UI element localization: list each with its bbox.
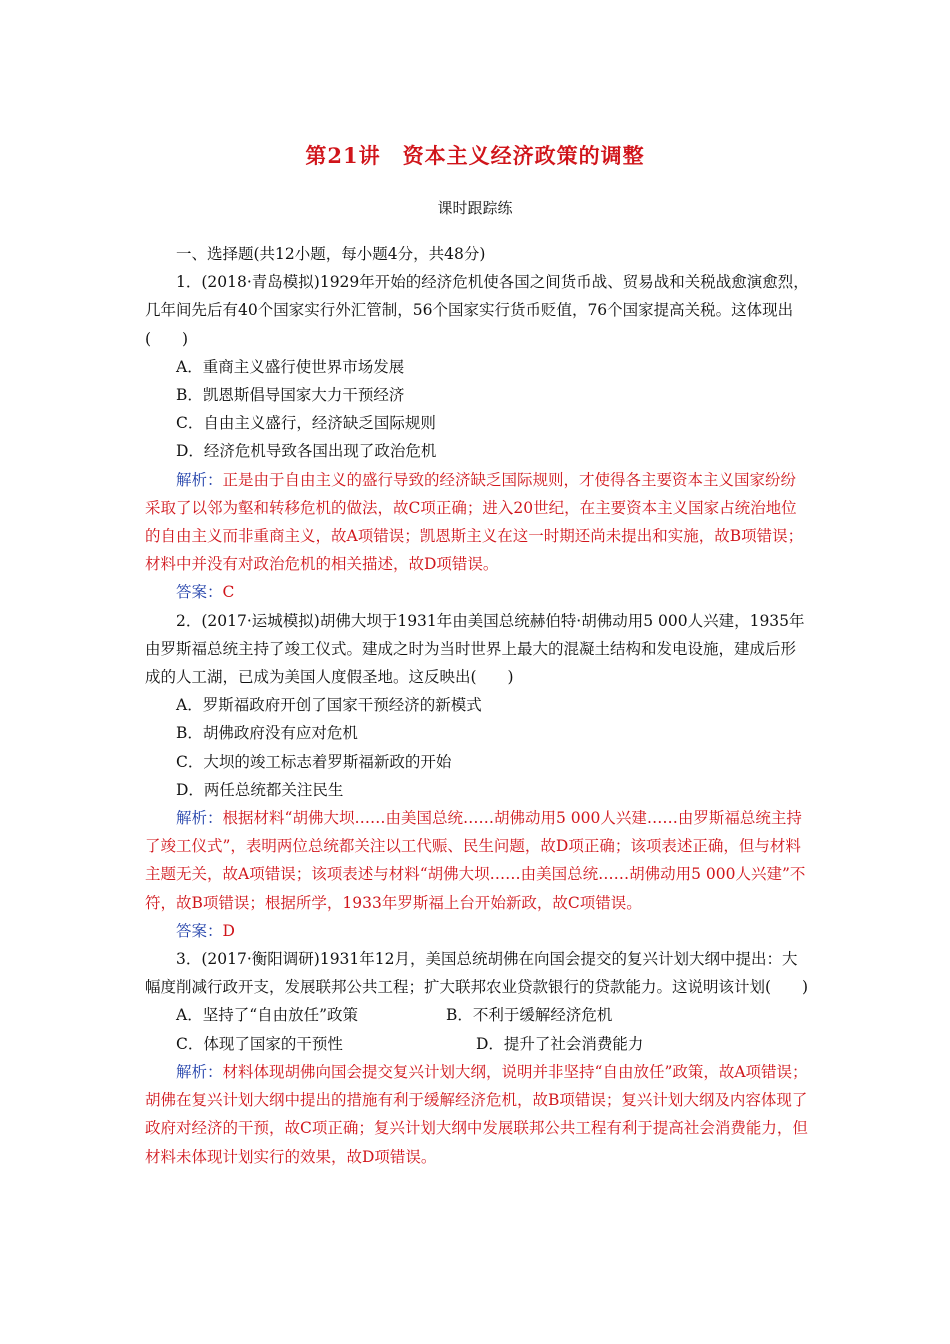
section-heading: 一、选择题(共12小题，每小题4分，共48分) xyxy=(176,245,486,263)
option-c: C．大坝的竣工标志着罗斯福新政的开始 xyxy=(176,752,452,771)
analysis-text: 正是由于自由主义的盛行导致的经济缺乏国际规则，才使得各主要资本主义国家纷纷采取了以邻为壑和转移危机的做法，故C项正确；进入20世纪，在主要资本主义国家占统治地位的自由主义而非重商主义，故A项错误；凯恩斯主义在这一时期还尚未提出和实施，故B项错误；材料中并没有对政治危机的相关描述，故D项错误。 xyxy=(145,470,804,574)
answer xyxy=(145,578,810,606)
option-b: B．不利于缓解经济危机 xyxy=(446,1006,613,1025)
option-a: A．罗斯福政府开创了国家干预经济的新模式 xyxy=(176,696,482,715)
option-row xyxy=(145,1001,810,1029)
option-c: C．自由主义盛行，经济缺乏国际规则 xyxy=(176,414,436,433)
option-a: A．重商主义盛行使世界市场发展 xyxy=(176,357,405,376)
option-b: B．凯恩斯倡导国家大力干预经济 xyxy=(176,386,405,405)
question-stem: 1．(2018·青岛模拟)1929年开始的经济危机使各国之间货币战、贸易战和关税战愈演愈烈，几年间先后有40个国家实行外汇管制，56个国家实行货币贬值，76个国家提高关税。这体现出( ) xyxy=(145,273,809,348)
answer xyxy=(145,917,810,945)
answer-value: C xyxy=(222,583,235,602)
answer-label: 答案： xyxy=(176,921,223,940)
analysis-label: 解析： xyxy=(176,470,223,489)
question-stem: 2．(2017·运城模拟)胡佛大坝于1931年由美国总统赫伯特·胡佛动用5 000人兴建，1935年由罗斯福总统主持了竣工仪式。建成之时为当时世界上最大的混凝土结构和发电设施，建成后形成的人工湖，已成为美国人度假圣地。这反映出( ) xyxy=(145,611,805,687)
analysis-label: 解析： xyxy=(176,809,223,828)
analysis xyxy=(145,1058,810,1171)
question-stem: 3．(2017·衡阳调研)1931年12月，美国总统胡佛在向国会提交的复兴计划大纲中提出：大幅度削减行政开支，发展联邦公共工程；扩大联邦农业贷款银行的贷款能力。这说明该计划( ) xyxy=(145,950,809,997)
lecture-title: 资本主义经济政策的调整 xyxy=(402,143,645,168)
analysis xyxy=(145,804,810,917)
lecture-number: 第21讲 xyxy=(305,143,381,168)
option-d: D．经济危机导致各国出现了政治危机 xyxy=(176,442,437,461)
option-row xyxy=(145,1030,810,1058)
option-d: D．提升了社会消费能力 xyxy=(476,1034,644,1053)
option-b: B．胡佛政府没有应对危机 xyxy=(176,724,358,743)
analysis-text: 材料体现胡佛向国会提交复兴计划大纲，说明并非坚持“自由放任”政策，故A项错误；胡佛在复兴计划大纲中提出的措施有利于缓解经济危机，故B项错误；复兴计划大纲及内容体现了政府对经济的干预，故C项正确；复兴计划大纲中发展联邦公共工程有利于提高社会消费能力，但材料未体现计划实行的效果，故D项错误。 xyxy=(145,1062,808,1166)
answer-label: 答案： xyxy=(176,583,223,602)
analysis xyxy=(145,466,810,579)
exercise-content xyxy=(145,240,810,1171)
option-c: C．体现了国家的干预性 xyxy=(176,1034,343,1053)
page-title xyxy=(0,140,950,170)
option-a: A．坚持了“自由放任”政策 xyxy=(176,1006,359,1025)
page-subtitle: 课时跟踪练 xyxy=(437,199,513,217)
option-d: D．两任总统都关注民生 xyxy=(176,780,344,799)
analysis-text: 根据材料“胡佛大坝……由美国总统……胡佛动用5 000人兴建……由罗斯福总统主持了竣工仪式”，表明两位总统都关注以工代赈、民生问题，故D项正确；该项表述正确，但与材料主题无关，故A项错误；该项表述与材料“胡佛大坝……由美国总统……胡佛动用5 000人兴建”不符，故B项错误；根据所学，1933年罗斯福上台开始新政，故C项错误。 xyxy=(145,809,806,912)
analysis-label: 解析： xyxy=(176,1062,223,1081)
answer-value: D xyxy=(222,921,235,940)
